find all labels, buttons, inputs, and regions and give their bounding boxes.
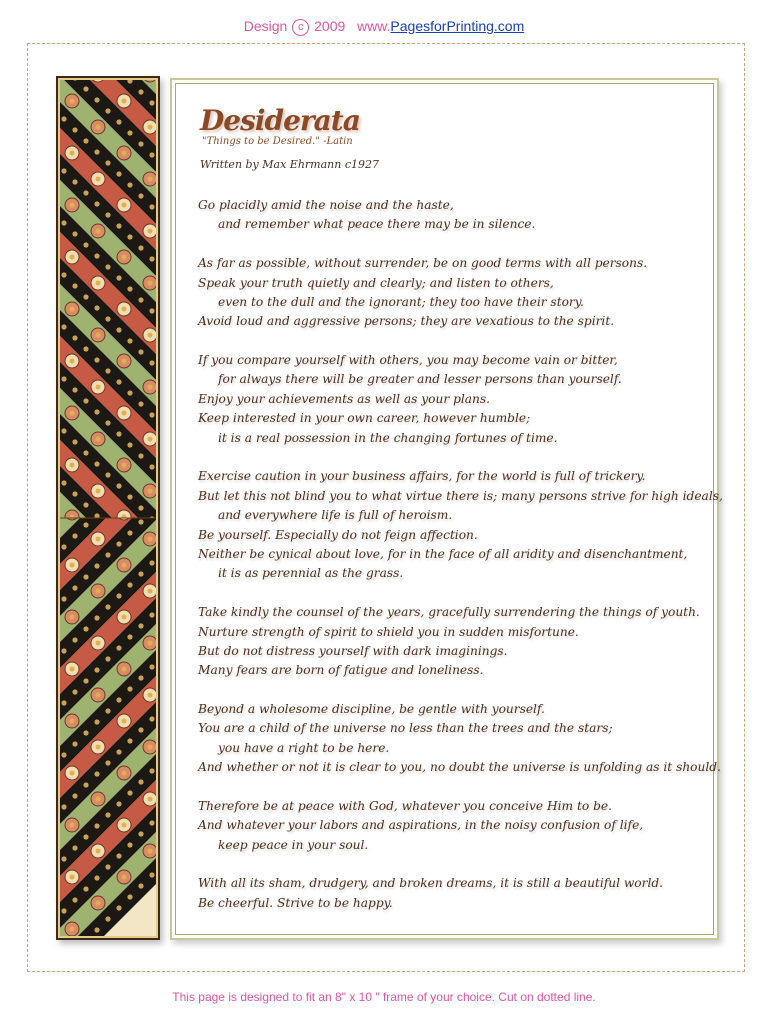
- poem-line: With all its sham, drudgery, and broken dreams, it is still a beautiful world.: [198, 876, 664, 891]
- poem-subtitle: "Things to be Desired." -Latin: [202, 136, 353, 147]
- poem-line: Take kindly the counsel of the years, gracefully surrendering the things of youth.: [198, 605, 700, 620]
- poem-line: Go placidly amid the noise and the haste,: [198, 198, 454, 212]
- poem-body: [198, 196, 723, 933]
- poem-line: Enjoy your achievements as well as your plans.: [198, 391, 491, 406]
- poem-line: Nurture strength of spirit to shield you in sudden misfortune.: [198, 624, 579, 639]
- poem-line: Beyond a wholesome discipline, be gentle with yourself.: [198, 702, 545, 717]
- poem-line: Neither be cynical about love, for in the face of all aridity and disenchantment,: [198, 546, 688, 561]
- poem-title: Desiderata: [200, 104, 360, 137]
- poem-line: As far as possible, without surrender, be on good terms with all persons.: [198, 256, 648, 271]
- credit-prefix: Design: [243, 18, 288, 34]
- poem-line: Therefore be at peace with God, whatever you conceive Him to be.: [198, 798, 612, 813]
- poem-stanza: [198, 700, 721, 778]
- poem-stanza: [198, 797, 708, 855]
- site-link[interactable]: PagesforPrinting.com: [390, 18, 525, 34]
- poem-stanza: [198, 254, 708, 332]
- poem-line: Speak your truth quietly and clearly; and listen to others,: [198, 275, 554, 290]
- ornamental-border-icon: [58, 78, 158, 938]
- poem-line: If you compare yourself with others, you may become vain or bitter,: [198, 353, 618, 368]
- poem-stanza: [198, 467, 723, 583]
- poem-line: for always there will be greater and lesser persons than yourself.: [218, 372, 622, 387]
- poem-line: even to the dull and the ignorant; they too have their story.: [218, 294, 584, 309]
- poem-line: and everywhere life is full of heroism.: [218, 508, 453, 523]
- ornamental-border-strip: [56, 76, 160, 940]
- poem-line: Many fears are born of fatigue and loneliness.: [198, 663, 484, 678]
- poem-line: keep peace in your soul.: [218, 837, 369, 852]
- design-credit: [0, 18, 768, 36]
- poem-line: You are a child of the universe no less than the trees and the stars;: [198, 721, 613, 736]
- poem-line: Keep interested in your own career, however humble;: [198, 411, 531, 426]
- footer-note: This page is designed to fit an 8" x 10 " frame of your choice. Cut on dotted line.: [172, 990, 596, 1004]
- poem-line: Be yourself. Especially do not feign affection.: [198, 527, 478, 542]
- poem-stanza: [198, 874, 708, 913]
- site-prefix: www.: [356, 18, 391, 34]
- poem-line: it is a real possession in the changing fortunes of time.: [218, 430, 558, 445]
- poem-stanza: [198, 196, 708, 235]
- poem-stanza: [198, 351, 708, 448]
- poem-line: Be cheerful. Strive to be happy.: [198, 895, 393, 910]
- copyright-icon: c: [292, 19, 309, 36]
- poem-line: you have a right to be here.: [218, 740, 390, 755]
- poem-line: and remember what peace there may be in silence.: [218, 217, 536, 232]
- poem-line: Exercise caution in your business affairs, for the world is full of trickery.: [198, 469, 646, 484]
- poem-author: Written by Max Ehrmann c1927: [200, 158, 379, 171]
- poem-line: And whether or not it is clear to you, no doubt the universe is unfolding as it should.: [198, 760, 721, 775]
- poem-line: And whatever your labors and aspirations, in the noisy confusion of life,: [198, 818, 644, 833]
- poem-stanza: [198, 603, 708, 681]
- poem-line: it is as perennial as the grass.: [218, 566, 404, 581]
- poem-line: Avoid loud and aggressive persons; they are vexatious to the spirit.: [198, 314, 615, 329]
- credit-year: 2009: [314, 18, 346, 34]
- poem-line: But let this not blind you to what virtue there is; many persons strive for high ideals,: [198, 488, 723, 503]
- poem-panel: [170, 78, 723, 940]
- poem-line: But do not distress yourself with dark imaginings.: [198, 643, 508, 658]
